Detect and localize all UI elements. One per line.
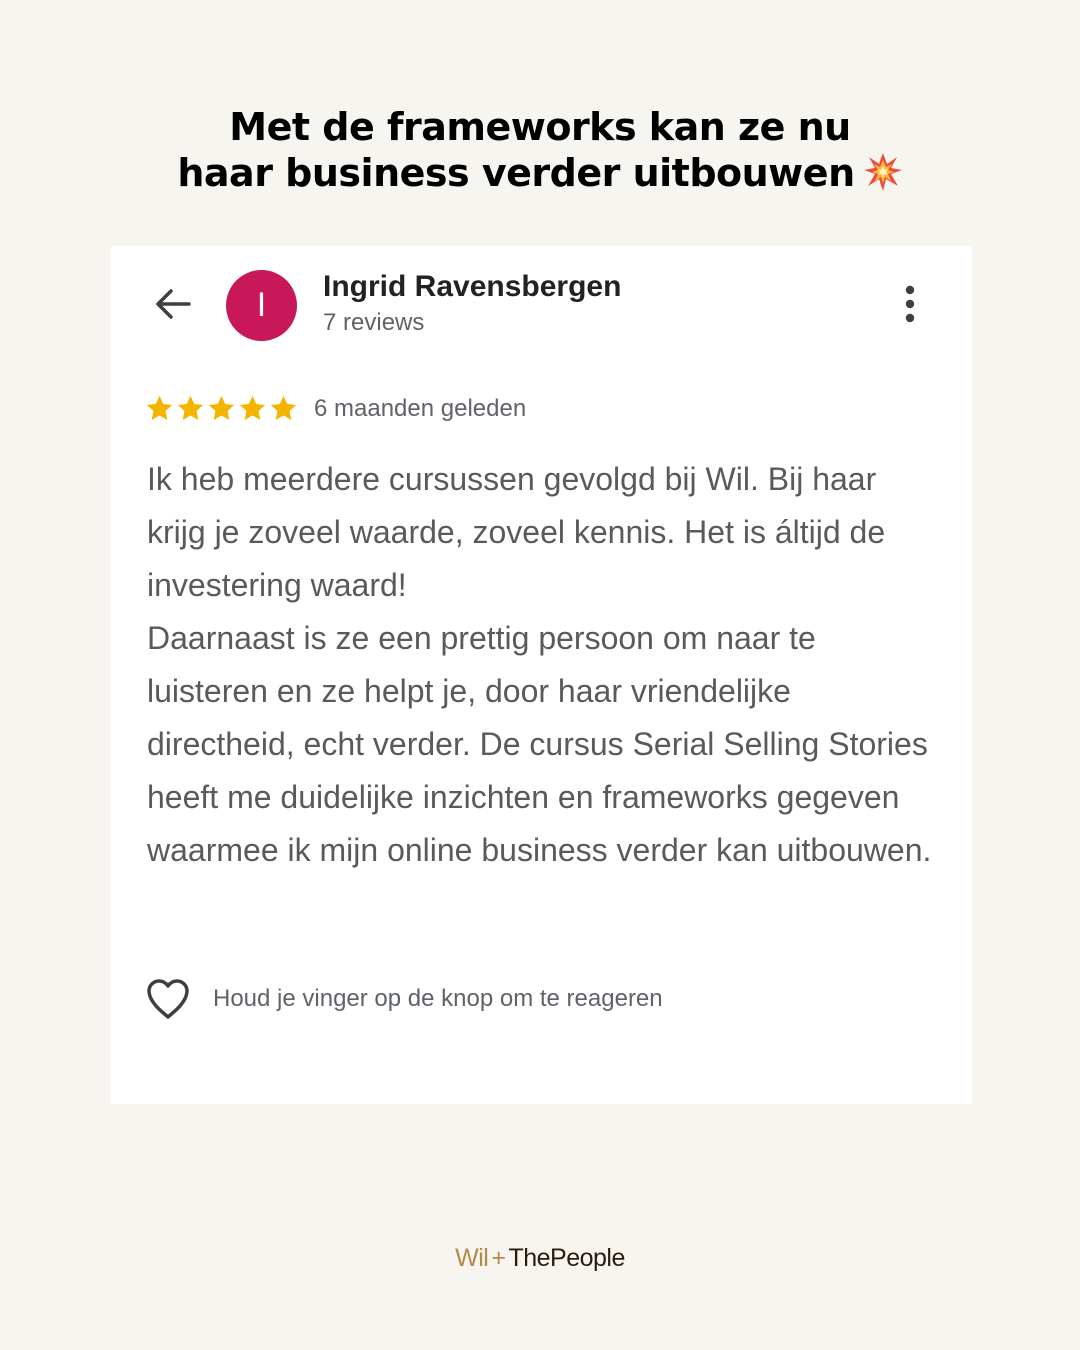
star-icon	[176, 394, 205, 423]
review-count: 7 reviews	[323, 309, 425, 336]
star-rating	[145, 394, 298, 424]
star-icon	[207, 394, 236, 423]
react-hint: Houd je vinger op de knop om te reageren	[213, 985, 663, 1012]
arrow-left-icon[interactable]	[153, 284, 193, 324]
brand-logo	[0, 1244, 1080, 1273]
brand-people: ThePeople	[508, 1244, 625, 1272]
star-icon	[269, 394, 298, 423]
brand-plus: +	[491, 1244, 506, 1272]
headline-line-2-wrap	[0, 150, 1080, 202]
reviewer-name[interactable]: Ingrid Ravensbergen	[323, 270, 622, 303]
star-icon	[145, 394, 174, 423]
collision-icon	[863, 152, 903, 202]
review-text	[147, 453, 937, 877]
review-date: 6 maanden geleden	[314, 395, 527, 422]
headline-line-1: Met de frameworks kan ze nu	[229, 105, 851, 149]
review-paragraph-1: Ik heb meerdere cursussen gevolgd bij Wil. Bij haar krijg je zoveel waarde, zoveel kennis. Het is áltijd de investering waard!	[147, 461, 886, 603]
heart-outline-icon[interactable]	[145, 977, 191, 1021]
brand-wil: Wil	[455, 1244, 489, 1272]
review-card	[111, 246, 972, 1104]
headline-line-2: haar business verder uitbouwen	[177, 151, 855, 195]
review-paragraph-2: Daarnaast is ze een prettig persoon om naar te luisteren en ze helpt je, door haar vriendelijke directheid, echt verder. De cursus Serial Selling Stories heeft me duidelijke inzichten en frameworks gegeven waarmee ik mijn online business verder kan uitbouwen.	[147, 620, 932, 868]
star-icon	[238, 394, 267, 423]
headline	[0, 104, 1080, 202]
more-vertical-icon[interactable]	[897, 284, 923, 324]
avatar[interactable]: I	[226, 270, 297, 341]
